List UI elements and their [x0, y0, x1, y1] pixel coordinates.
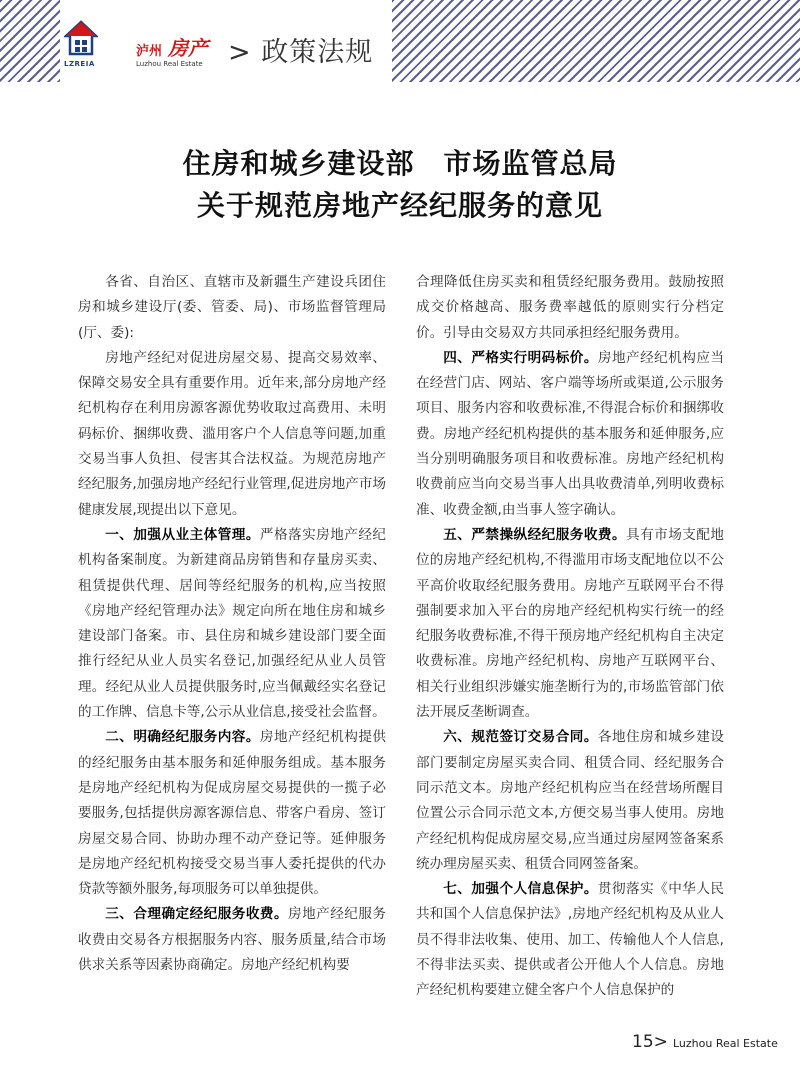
section-7-body: 贯彻落实《中华人民共和国个人信息保护法》,房地产经纪机构及从业人员不得非法收集、使用、加工、传输他人个人信息,不得非法买卖、提供或者公开他人个人信息。房地产经纪机构要建立健全客户个人信息保护的	[416, 881, 725, 999]
section-6-heading: 六、规范签订交易合同。	[443, 729, 598, 746]
section-2-heading: 二、明确经纪服务内容。	[105, 729, 260, 746]
section-3-heading: 三、合理确定经纪服务收费。	[105, 906, 289, 923]
section-3-continued: 合理降低住房买卖和租赁经纪服务费用。鼓励按照成交价格越高、服务费率越低的原则实行分档定价。引导由交易双方共同承担经纪服务费用。	[416, 274, 724, 341]
page-footer	[632, 1032, 778, 1052]
section-4-heading: 四、严格实行明码标价。	[443, 349, 598, 366]
article-title-line2: 关于规范房地产经纪服务的意见	[196, 189, 603, 222]
header-hatch-left	[0, 0, 60, 82]
section-1	[78, 523, 386, 725]
intro-paragraph: 房地产经纪对促进房屋交易、提高交易效率、保障交易安全具有重要作用。近年来,部分房地产经纪机构存在利用房源客源优势收取过高费用、未明码标价、捆绑收费、滥用客户个人信息等问题,加重交易当事人负担、侵害其合法权益。为规范房地产经纪服务,加强房地产经纪行业管理,促进房地产市场健康发展,现提出以下意见。	[78, 349, 386, 518]
section-6	[416, 725, 724, 877]
section-7	[416, 877, 724, 1003]
house-logo-icon	[64, 20, 98, 58]
brand-script-mark: 房产	[168, 36, 208, 60]
section-5-body: 具有市场支配地位的房地产经纪机构,不得滥用市场支配地位以不公平高价收取经纪服务费用。房地产互联网平台不得强制要求加入平台的房地产经纪机构实行统一的经纪服务收费标准,不得干预房地产经纪机构自主决定收费标准。房地产经纪机构、房地产互联网平台、相关行业组织涉嫌实施垄断行为的,市场监管部门依法开展反垄断调查。	[416, 526, 725, 721]
section-4-body: 房地产经纪机构应当在经营门店、网站、客户端等场所或渠道,公示服务项目、服务内容和收费标准,不得混合标价和捆绑收费。房地产经纪机构提供的基本服务和延伸服务,应当分别明确服务项目和收费标准。房地产经纪机构收费前应当向交易当事人出具收费清单,列明收费标准、收费金额,由当事人签字确认。	[416, 349, 725, 518]
logo-text: LZREIA	[64, 60, 95, 68]
section-7-heading: 七、加强个人信息保护。	[443, 881, 598, 898]
section-5-heading: 五、严禁操纵经纪服务收费。	[443, 526, 627, 543]
publication-name: Luzhou Real Estate	[672, 1037, 778, 1050]
section-3-body: 房地产经纪服务收费由交易各方根据服务内容、服务质量,结合市场供求关系等因素协商确定。房地产经纪机构要	[78, 906, 387, 974]
section-2-body: 房地产经纪机构提供的经纪服务由基本服务和延伸服务组成。基本服务是房地产经纪机构为促成房屋交易提供的一揽子必要服务,包括提供房源客源信息、带客户看房、签订房屋交易合同、协助办理不动产登记等。延伸服务是房地产经纪机构接受交易当事人委托提供的代办贷款等额外服务,每项服务可以单独提供。	[78, 729, 387, 898]
section-title: > 政策法规	[228, 37, 374, 68]
section-3	[78, 902, 386, 978]
page-number: 15>	[632, 1032, 668, 1052]
section-1-body: 严格落实房地产经纪机构备案制度。为新建商品房销售和存量房买卖、租赁提供代理、居间等经纪服务的机构,应当按照《房地产经纪管理办法》规定向所在地住房和城乡建设部门备案。市、县住房和城乡建设部门要全面推行经纪从业人员实名登记,加强经纪从业人员管理。经纪从业人员提供服务时,应当佩戴经实名登记的工作牌、信息卡等,公示从业信息,接受社会监督。	[78, 526, 387, 721]
section-5	[416, 523, 724, 725]
header-hatch-right	[392, 0, 800, 82]
section-4	[416, 346, 724, 523]
section-6-body: 各地住房和城乡建设部门要制定房屋买卖合同、租赁合同、经纪服务合同示范文本。房地产经纪机构应当在经营场所醒目位置公示合同示范文本,方便交易当事人使用。房地产经纪机构促成房屋交易,应当通过房屋网签备案系统办理房屋买卖、租赁合同网签备案。	[416, 729, 725, 872]
section-2	[78, 725, 386, 902]
salutation: 各省、自治区、直辖市及新疆生产建设兵团住房和城乡建设厅(委、管委、局)、市场监督管理局(厅、委):	[78, 274, 386, 341]
brand-name: 泸州	[136, 44, 163, 59]
right-column	[416, 270, 724, 1004]
left-column	[78, 270, 386, 978]
brand-english: Luzhou Real Estate	[136, 60, 203, 68]
section-1-heading: 一、加强从业主体管理。	[105, 526, 260, 543]
article-title-line1: 住房和城乡建设部 市场监管总局	[182, 147, 618, 180]
